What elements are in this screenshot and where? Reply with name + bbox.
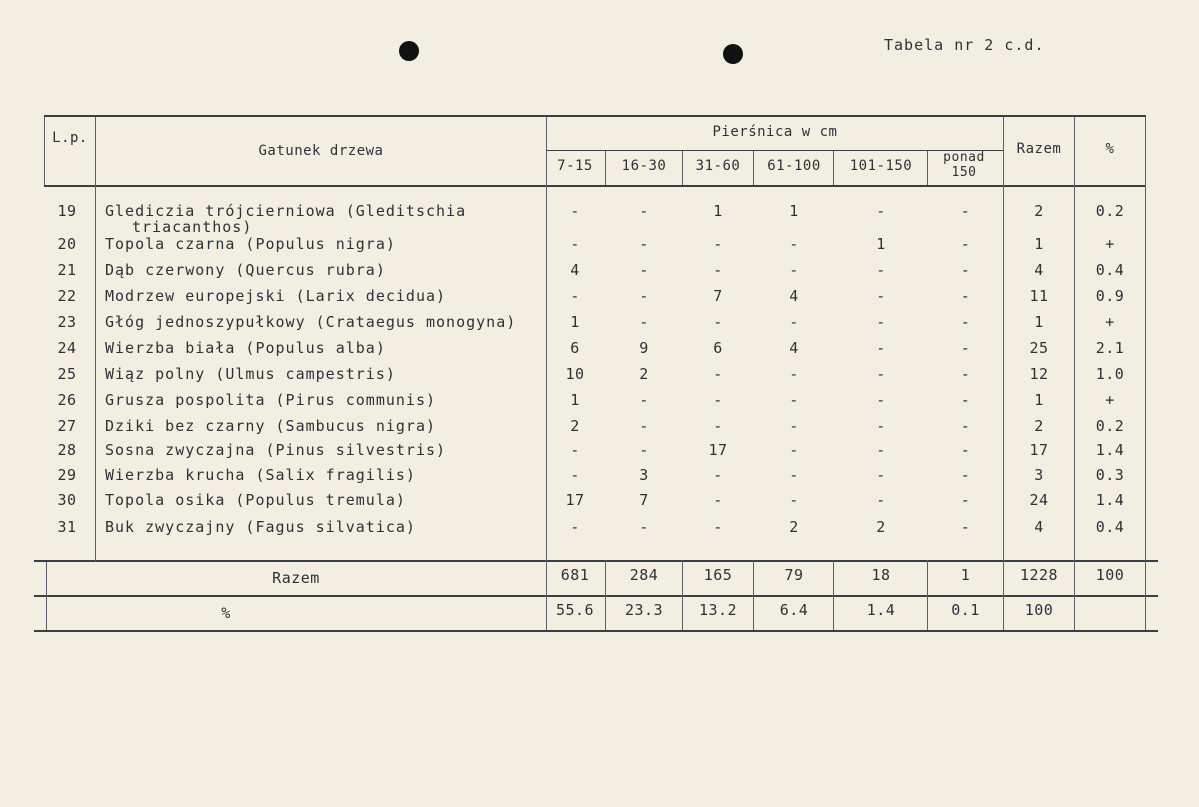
row-total-cell: 2 [1034, 202, 1044, 220]
row-total-cell: 1 [1034, 235, 1044, 253]
total-cell: 284 [629, 566, 659, 584]
percent-cell: 0.1 [951, 601, 980, 619]
header-dbh-group: Pierśnica w cm [712, 124, 838, 140]
dbh-count-cell: - [570, 518, 580, 536]
row-percent-cell: 0.4 [1095, 518, 1125, 536]
header-lp: L.p. [52, 130, 88, 146]
row-percent-cell: 2.1 [1095, 339, 1125, 357]
total-cell: 1 [960, 566, 971, 584]
dbh-count-cell: - [570, 287, 580, 305]
row-percent-cell: + [1105, 235, 1115, 253]
dbh-count-cell: - [960, 365, 971, 383]
dbh-count-cell: 17 [565, 491, 585, 509]
table-top-rule [44, 115, 1146, 117]
dbh-count-cell: - [960, 417, 971, 435]
row-percent-cell: + [1105, 391, 1115, 409]
header-dbh-class: 16-30 [621, 158, 667, 174]
row-total-cell: 1 [1034, 391, 1044, 409]
row-total-cell: 4 [1034, 261, 1044, 279]
row-number: 24 [57, 339, 77, 357]
column-rule [44, 117, 45, 185]
dbh-count-cell: - [570, 202, 580, 220]
header-dbh-class: 31-60 [695, 158, 741, 174]
dbh-count-cell: - [570, 466, 580, 484]
header-bottom-rule [44, 185, 1146, 187]
species-name: Grusza pospolita (Pirus communis) [105, 391, 437, 409]
punch-hole [399, 41, 419, 61]
dbh-count-cell: 17 [708, 441, 728, 459]
row-number: 28 [57, 441, 77, 459]
row-number: 29 [57, 466, 77, 484]
header-species: Gatunek drzewa [258, 143, 384, 159]
dbh-count-cell: - [639, 518, 649, 536]
row-total-cell: 11 [1029, 287, 1049, 305]
dbh-count-cell: 2 [570, 417, 580, 435]
dbh-count-cell: - [876, 287, 886, 305]
row-number: 23 [57, 313, 77, 331]
dbh-count-cell: - [960, 202, 971, 220]
dbh-count-cell: - [876, 365, 886, 383]
table-bottom-rule [34, 630, 1158, 632]
dbh-count-cell: - [713, 235, 723, 253]
row-total-cell: 25 [1029, 339, 1049, 357]
species-name: Dąb czerwony (Quercus rubra) [105, 261, 386, 279]
dbh-count-cell: - [639, 417, 649, 435]
row-total-cell: 1 [1034, 313, 1044, 331]
row-total-cell: 17 [1029, 441, 1049, 459]
percent-cell: 6.4 [779, 601, 809, 619]
row-number: 30 [57, 491, 77, 509]
row-total-cell: 3 [1034, 466, 1044, 484]
dbh-count-cell: - [960, 441, 971, 459]
row-percent-cell: 1.4 [1095, 441, 1125, 459]
dbh-count-cell: 1 [789, 202, 799, 220]
header-percent: % [1105, 141, 1115, 157]
dbh-count-cell: - [960, 466, 971, 484]
dbh-count-cell: - [960, 235, 971, 253]
row-number: 31 [57, 518, 77, 536]
dbh-count-cell: - [876, 261, 886, 279]
row-total-cell: 4 [1034, 518, 1044, 536]
dbh-count-cell: 2 [639, 365, 649, 383]
dbh-count-cell: - [639, 235, 649, 253]
percent-cell: 13.2 [698, 601, 738, 619]
dbh-count-cell: - [713, 491, 723, 509]
dbh-count-cell: - [713, 466, 723, 484]
total-cell: 18 [871, 566, 891, 584]
dbh-count-cell: - [789, 313, 799, 331]
dbh-count-cell: - [639, 441, 649, 459]
row-number: 26 [57, 391, 77, 409]
species-name: Topola czarna (Populus nigra) [105, 235, 396, 253]
species-name: Modrzew europejski (Larix decidua) [105, 287, 447, 305]
dbh-count-cell: 6 [570, 339, 580, 357]
percent-cell: 23.3 [624, 601, 664, 619]
grand-total-cell: 1228 [1019, 566, 1059, 584]
dbh-count-cell: - [713, 518, 723, 536]
dbh-count-cell: - [960, 261, 971, 279]
row-number: 25 [57, 365, 77, 383]
dbh-count-cell: - [713, 391, 723, 409]
header-total: Razem [1016, 141, 1062, 157]
percent-cell: 1.4 [866, 601, 896, 619]
dbh-count-cell: - [789, 491, 799, 509]
dbh-count-cell: 1 [570, 391, 580, 409]
total-cell: 165 [703, 566, 733, 584]
species-name: Wiąz polny (Ulmus campestris) [105, 365, 396, 383]
dbh-count-cell: 1 [876, 235, 886, 253]
dbh-count-cell: 7 [713, 287, 723, 305]
dbh-count-cell: 4 [789, 339, 799, 357]
dbh-count-cell: - [639, 261, 649, 279]
grand-percent-cell: 100 [1095, 566, 1125, 584]
dbh-count-cell: - [876, 441, 886, 459]
percent-cell: 55.6 [555, 601, 595, 619]
species-name: Wierzba biała (Populus alba) [105, 339, 386, 357]
dbh-count-cell: - [789, 235, 799, 253]
row-percent-cell: 0.2 [1095, 202, 1125, 220]
total-cell: 681 [560, 566, 590, 584]
percent-row-label: % [221, 604, 231, 622]
dbh-count-cell: - [789, 391, 799, 409]
dbh-count-cell: 6 [713, 339, 723, 357]
dbh-count-cell: - [876, 202, 886, 220]
total-row-label: Razem [272, 569, 320, 587]
dbh-count-cell: 3 [639, 466, 649, 484]
header-dbh-class: ponad 150 [943, 150, 985, 180]
column-rule [1145, 117, 1146, 630]
dbh-count-cell: 10 [565, 365, 585, 383]
column-rule [95, 117, 96, 562]
row-total-cell: 24 [1029, 491, 1049, 509]
row-percent-cell: 0.9 [1095, 287, 1125, 305]
dbh-count-cell: - [876, 466, 886, 484]
row-number: 27 [57, 417, 77, 435]
dbh-count-cell: - [713, 313, 723, 331]
table-number-label: Tabela nr 2 c.d. [884, 36, 1045, 54]
dbh-count-cell: 2 [789, 518, 799, 536]
row-percent-cell: + [1105, 313, 1115, 331]
species-name-continuation: triacanthos) [132, 218, 253, 236]
row-number: 19 [57, 202, 77, 220]
species-name: Topola osika (Populus tremula) [105, 491, 406, 509]
percent-total-cell: 100 [1024, 601, 1054, 619]
dbh-count-cell: - [713, 261, 723, 279]
row-number: 22 [57, 287, 77, 305]
species-name: Sosna zwyczajna (Pinus silvestris) [105, 441, 447, 459]
dbh-count-cell: 2 [876, 518, 886, 536]
header-dbh-class: 7-15 [557, 158, 593, 174]
row-number: 21 [57, 261, 77, 279]
row-number: 20 [57, 235, 77, 253]
dbh-count-cell: - [713, 365, 723, 383]
dbh-count-cell: - [960, 391, 971, 409]
species-name: Glediczia trójcierniowa (Gleditschia [105, 202, 467, 220]
dbh-count-cell: - [570, 235, 580, 253]
dbh-count-cell: 4 [570, 261, 580, 279]
dbh-count-cell: - [876, 491, 886, 509]
dbh-count-cell: - [876, 339, 886, 357]
row-total-cell: 12 [1029, 365, 1049, 383]
dbh-count-cell: 1 [713, 202, 723, 220]
totals-middle-rule [34, 595, 1158, 597]
totals-top-rule [34, 560, 1158, 562]
dbh-count-cell: - [639, 391, 649, 409]
dbh-count-cell: - [960, 339, 971, 357]
row-total-cell: 2 [1034, 417, 1044, 435]
species-name: Dziki bez czarny (Sambucus nigra) [105, 417, 437, 435]
dbh-count-cell: 7 [639, 491, 649, 509]
species-name: Głóg jednoszypułkowy (Crataegus monogyna) [105, 313, 517, 331]
dbh-count-cell: - [789, 441, 799, 459]
dbh-count-cell: - [960, 313, 971, 331]
dbh-count-cell: - [639, 202, 649, 220]
dbh-count-cell: - [639, 313, 649, 331]
header-dbh-class: 61-100 [767, 158, 821, 174]
dbh-count-cell: - [960, 287, 971, 305]
species-name: Buk zwyczajny (Fagus silvatica) [105, 518, 416, 536]
header-dbh-class: 101-150 [849, 158, 913, 174]
row-percent-cell: 1.0 [1095, 365, 1125, 383]
row-percent-cell: 0.4 [1095, 261, 1125, 279]
dbh-count-cell: - [876, 391, 886, 409]
dbh-count-cell: - [789, 466, 799, 484]
dbh-count-cell: 9 [639, 339, 649, 357]
species-name: Wierzba krucha (Salix fragilis) [105, 466, 416, 484]
dbh-count-cell: 4 [789, 287, 799, 305]
dbh-count-cell: - [960, 518, 971, 536]
dbh-count-cell: - [639, 287, 649, 305]
dbh-count-cell: - [713, 417, 723, 435]
row-percent-cell: 1.4 [1095, 491, 1125, 509]
dbh-count-cell: - [570, 441, 580, 459]
row-percent-cell: 0.2 [1095, 417, 1125, 435]
row-percent-cell: 0.3 [1095, 466, 1125, 484]
dbh-count-cell: - [789, 365, 799, 383]
dbh-count-cell: 1 [570, 313, 580, 331]
dbh-count-cell: - [789, 417, 799, 435]
dbh-count-cell: - [876, 313, 886, 331]
dbh-count-cell: - [960, 491, 971, 509]
total-cell: 79 [784, 566, 804, 584]
dbh-count-cell: - [789, 261, 799, 279]
punch-hole [723, 44, 743, 64]
dbh-count-cell: - [876, 417, 886, 435]
